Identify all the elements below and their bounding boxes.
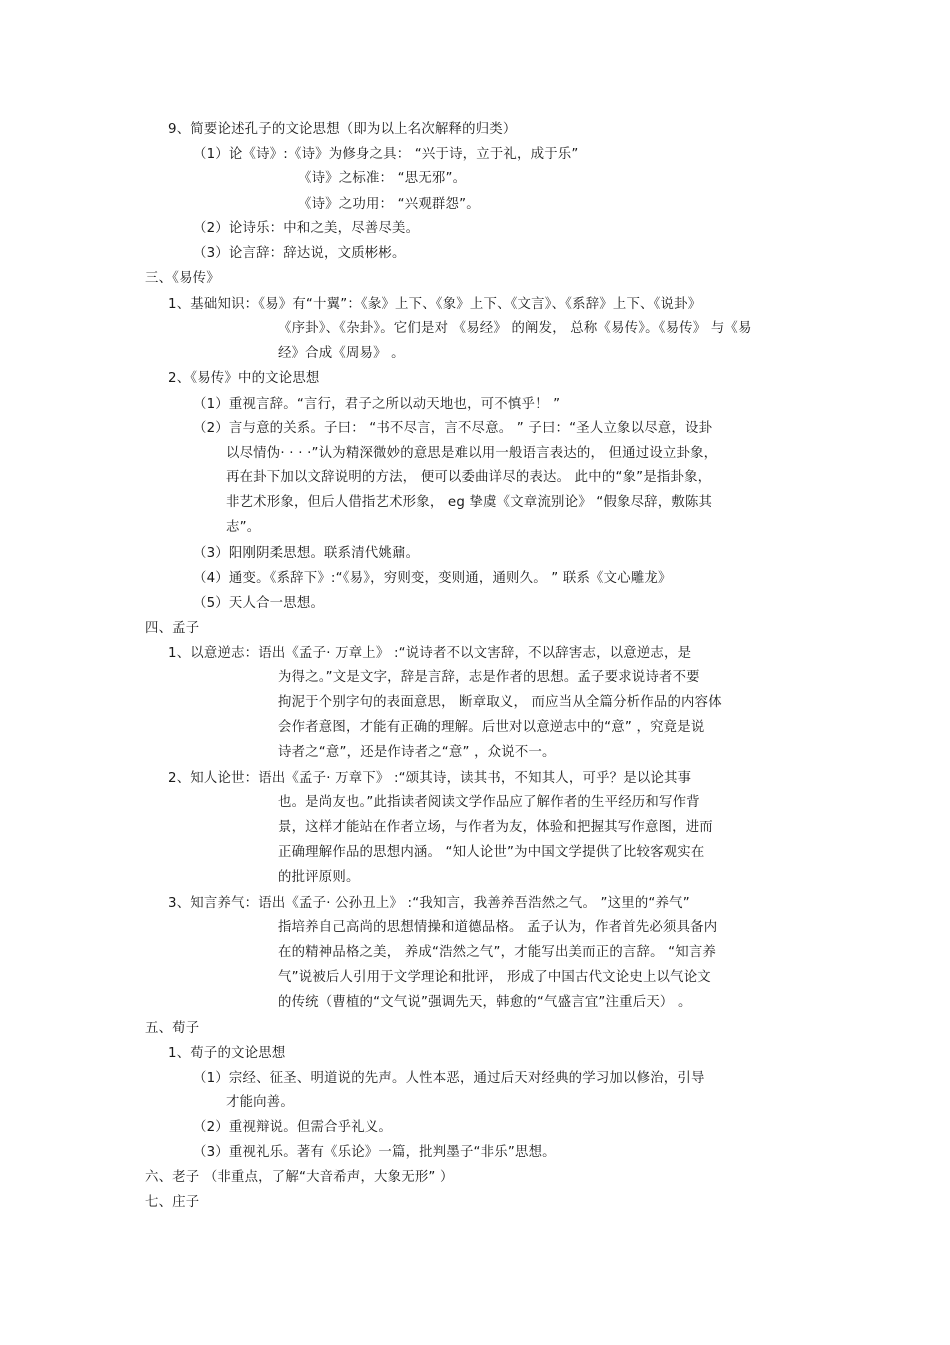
text-line: （2）论诗乐：中和之美，尽善尽美。	[193, 221, 420, 236]
section-heading: 七、庄子	[145, 1195, 200, 1210]
text-line: 再在卦下加以文辞说明的方法， 便可以委曲详尽的表达。 此中的“象”是指卦象，	[226, 470, 712, 485]
text-line: 诗者之“意”，还是作诗者之“意” ，众说不一。	[278, 745, 556, 760]
section-heading: 四、孟子	[145, 621, 200, 636]
text-line: （3）重视礼乐。著有《乐论》一篇，批判墨子“非乐”思想。	[193, 1145, 556, 1160]
section-heading: 六、老子 （非重点，了解“大音希声，大象无形” ）	[145, 1170, 454, 1185]
text-line: 1、荀子的文论思想	[168, 1046, 286, 1061]
text-line: 3、知言养气：语出《孟子· 公孙丑上》 :“我知言，我善养吾浩然之气。 ”这里的“养气”	[168, 896, 690, 911]
text-line: 景，这样才能站在作者立场，与作者为友，体验和把握其写作意图，进而	[278, 820, 713, 835]
text-line: 为得之。”文是文字，辞是言辞，志是作者的思想。孟子要求说诗者不要	[278, 670, 700, 685]
text-line: （3）阳刚阴柔思想。联系清代姚鼐。	[193, 546, 420, 561]
text-line: 9、简要论述孔子的文论思想（即为以上名次解释的归类）	[168, 122, 517, 137]
text-line: 《诗》之功用： “兴观群怨”。	[298, 197, 480, 212]
text-line: 以尽情伪· · · ·”认为精深微妙的意思是难以用一般语言表达的， 但通过设立卦象，	[226, 446, 718, 461]
text-line: 会作者意图，才能有正确的理解。后世对以意逆志中的“意” ，究竟是说	[278, 720, 705, 735]
text-line: 1、以意逆志：语出《孟子· 万章上》 :“说诗者不以文害辞，不以辞害志，以意逆志，是	[168, 646, 692, 661]
text-line: 正确理解作品的思想内涵。 “知人论世”为中国文学提供了比较客观实在	[278, 845, 705, 860]
text-line: （1）重视言辞。“言行，君子之所以动天地也，可不慎乎！ ”	[193, 397, 561, 412]
text-line: 在的精神品格之美， 养成“浩然之气”，才能写出美而正的言辞。 “知言养	[278, 945, 717, 960]
text-line: （5）天人合一思想。	[193, 596, 325, 611]
text-line: 指培养自己高尚的思想情操和道德品格。 孟子认为，作者首先必须具备内	[278, 920, 718, 935]
text-line: 1、基础知识：《易》有“十翼”：《彖》上下、《象》上下、《文言》、《系辞》上下、《说卦》	[168, 297, 702, 312]
text-line: （3）论言辞：辞达说，文质彬彬。	[193, 246, 406, 261]
text-line: （2）重视辩说。但需合乎礼义。	[193, 1120, 392, 1135]
text-line: （2）言与意的关系。子曰： “书不尽言，言不尽意。 ” 子曰：“圣人立象以尽意，设卦	[193, 421, 713, 436]
text-line: 气”说被后人引用于文学理论和批评， 形成了中国古代文论史上以气论文	[278, 970, 711, 985]
text-line: 2、《易传》中的文论思想	[168, 371, 320, 386]
text-line: 也。是尚友也。”此指读者阅读文学作品应了解作者的生平经历和写作背	[278, 795, 700, 810]
text-line: （1）论《诗》:《诗》为修身之具： “兴于诗，立于礼，成于乐”	[193, 147, 579, 162]
text-line: 《诗》之标准： “思无邪”。	[298, 171, 467, 186]
text-line: （4）通变。《系辞下》:“《易》，穷则变，变则通，通则久。 ” 联系《文心雕龙》	[193, 571, 672, 586]
text-line: 的传统（曹植的“文气说”强调先天，韩愈的“气盛言宜”注重后天） 。	[278, 995, 692, 1010]
text-line: 的批评原则。	[278, 870, 360, 885]
section-heading: 三、《易传》	[145, 271, 220, 286]
text-line: 《序卦》、《杂卦》。它们是对 《易经》 的阐发， 总称《易传》。《易传》 与《易	[278, 321, 752, 336]
text-line: 2、知人论世：语出《孟子· 万章下》 :“颂其诗，读其书，不知其人，可乎？是以论其事	[168, 771, 692, 786]
text-line: 经》合成《周易》 。	[278, 346, 405, 361]
text-line: 拘泥于个别字句的表面意思， 断章取义， 而应当从全篇分析作品的内容体	[278, 695, 722, 710]
text-line: 志”。	[226, 520, 261, 535]
section-heading: 五、荀子	[145, 1021, 200, 1036]
text-line: 非艺术形象，但后人借指艺术形象， eg 挚虞《文章流别论》 “假象尽辞，敷陈其	[226, 495, 713, 510]
text-line: （1）宗经、征圣、明道说的先声。人性本恶，通过后天对经典的学习加以修治，引导	[193, 1071, 705, 1086]
text-line: 才能向善。	[226, 1095, 294, 1110]
